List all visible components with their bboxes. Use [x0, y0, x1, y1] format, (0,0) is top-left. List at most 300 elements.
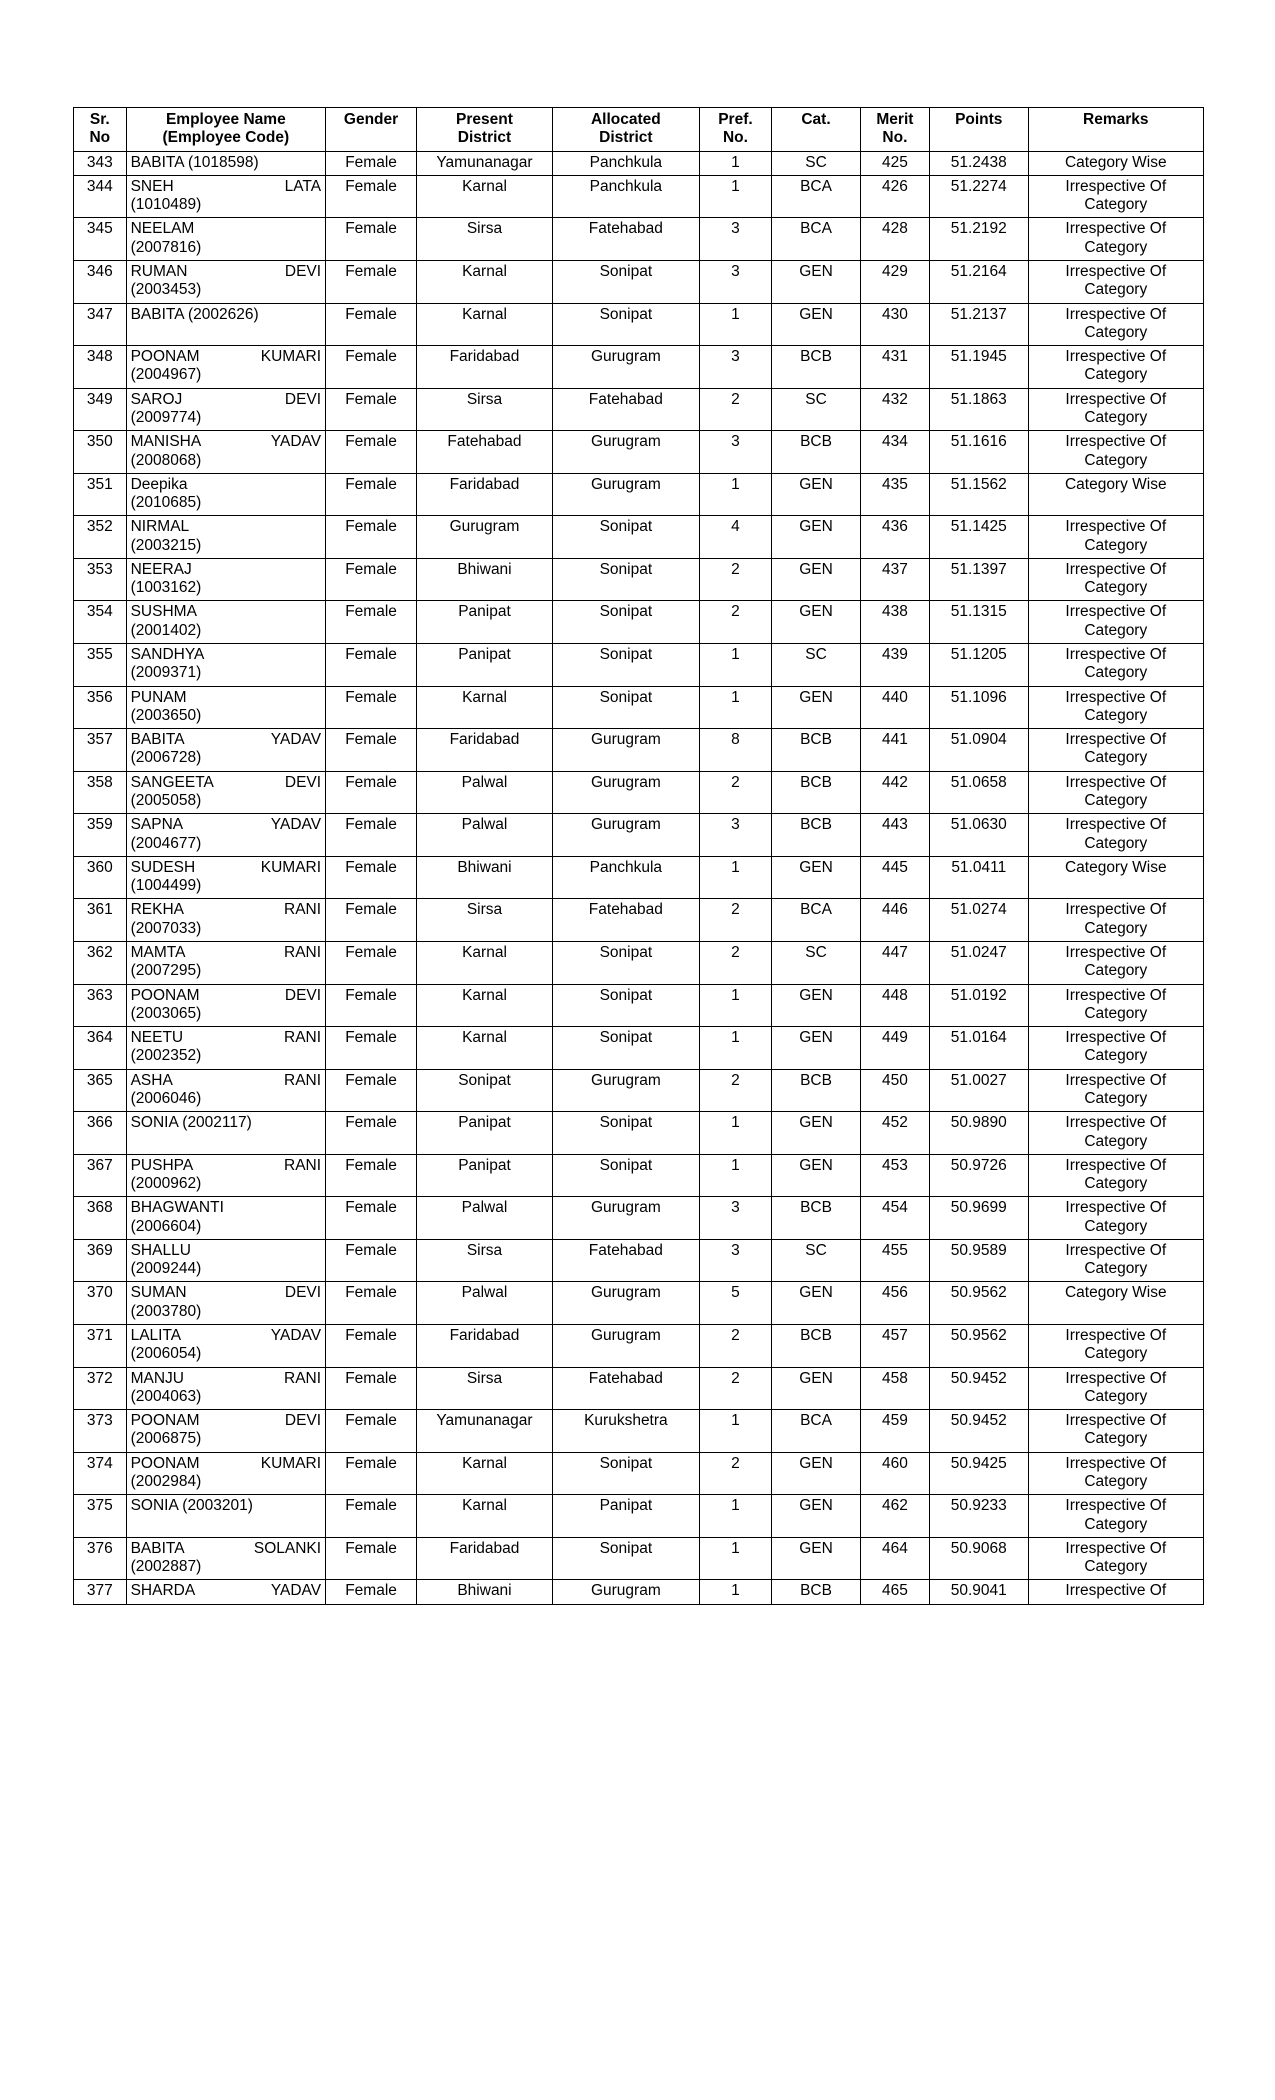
cell-present-district: Palwal: [417, 771, 553, 814]
cell-merit-no: 457: [860, 1325, 929, 1368]
cell-points: 50.9452: [929, 1410, 1028, 1453]
cell-merit-no: 464: [860, 1537, 929, 1580]
cell-merit-no: 425: [860, 151, 929, 175]
cell-sr-no: 343: [74, 151, 127, 175]
cell-points: 51.2438: [929, 151, 1028, 175]
cell-pref-no: 1: [699, 175, 771, 218]
cell-present-district: Karnal: [417, 1495, 553, 1538]
cell-allocated-district: Fatehabad: [552, 1367, 699, 1410]
cell-employee-name: BHAGWANTI (2006604): [126, 1197, 325, 1240]
cell-employee-name: Deepika (2010685): [126, 473, 325, 516]
table-row: [74, 686, 1204, 729]
cell-employee-name: BABITA (1018598): [126, 151, 325, 175]
cell-employee-name: RUMAN DEVI (2003453): [126, 260, 325, 303]
cell-points: 51.0164: [929, 1027, 1028, 1070]
cell-remarks: Irrespective Of Category: [1028, 601, 1203, 644]
cell-merit-no: 460: [860, 1452, 929, 1495]
cell-employee-name: SONIA (2002117): [126, 1112, 325, 1155]
cell-merit-no: 437: [860, 558, 929, 601]
cell-points: 51.1205: [929, 644, 1028, 687]
cell-merit-no: 462: [860, 1495, 929, 1538]
cell-category: GEN: [772, 516, 861, 559]
cell-gender: Female: [326, 558, 417, 601]
cell-present-district: Faridabad: [417, 1325, 553, 1368]
cell-merit-no: 447: [860, 941, 929, 984]
cell-present-district: Sirsa: [417, 899, 553, 942]
cell-points: 50.9452: [929, 1367, 1028, 1410]
cell-merit-no: 443: [860, 814, 929, 857]
cell-allocated-district: Panchkula: [552, 151, 699, 175]
cell-present-district: Bhiwani: [417, 1580, 553, 1604]
cell-sr-no: 368: [74, 1197, 127, 1240]
cell-employee-name: BABITA SOLANKI (2002887): [126, 1537, 325, 1580]
cell-allocated-district: Gurugram: [552, 473, 699, 516]
cell-present-district: Bhiwani: [417, 558, 553, 601]
cell-employee-name: SUMAN DEVI (2003780): [126, 1282, 325, 1325]
cell-gender: Female: [326, 1452, 417, 1495]
table-row: [74, 1452, 1204, 1495]
cell-employee-name: NIRMAL (2003215): [126, 516, 325, 559]
cell-present-district: Karnal: [417, 1027, 553, 1070]
table-row: [74, 1069, 1204, 1112]
table-row: [74, 218, 1204, 261]
cell-category: GEN: [772, 984, 861, 1027]
cell-category: GEN: [772, 686, 861, 729]
cell-gender: Female: [326, 984, 417, 1027]
cell-category: GEN: [772, 1027, 861, 1070]
cell-category: SC: [772, 941, 861, 984]
cell-gender: Female: [326, 1495, 417, 1538]
cell-allocated-district: Panipat: [552, 1495, 699, 1538]
cell-present-district: Karnal: [417, 984, 553, 1027]
cell-present-district: Faridabad: [417, 346, 553, 389]
cell-merit-no: 453: [860, 1154, 929, 1197]
cell-merit-no: 434: [860, 431, 929, 474]
cell-employee-name: SUSHMA (2001402): [126, 601, 325, 644]
cell-sr-no: 344: [74, 175, 127, 218]
cell-present-district: Faridabad: [417, 473, 553, 516]
cell-pref-no: 8: [699, 729, 771, 772]
cell-present-district: Sonipat: [417, 1069, 553, 1112]
cell-allocated-district: Gurugram: [552, 1282, 699, 1325]
cell-employee-name: MAMTA RANI (2007295): [126, 941, 325, 984]
cell-remarks: Category Wise: [1028, 151, 1203, 175]
cell-remarks: Irrespective Of Category: [1028, 346, 1203, 389]
cell-gender: Female: [326, 516, 417, 559]
cell-pref-no: 2: [699, 388, 771, 431]
cell-employee-name: PUNAM (2003650): [126, 686, 325, 729]
cell-merit-no: 454: [860, 1197, 929, 1240]
cell-pref-no: 2: [699, 1452, 771, 1495]
cell-pref-no: 2: [699, 1325, 771, 1368]
cell-gender: Female: [326, 686, 417, 729]
cell-merit-no: 458: [860, 1367, 929, 1410]
cell-present-district: Panipat: [417, 644, 553, 687]
table-row: [74, 1239, 1204, 1282]
cell-pref-no: 1: [699, 1112, 771, 1155]
table-row: [74, 1112, 1204, 1155]
cell-employee-name: SHARDA YADAV: [126, 1580, 325, 1604]
cell-present-district: Bhiwani: [417, 856, 553, 899]
cell-remarks: Irrespective Of Category: [1028, 941, 1203, 984]
cell-allocated-district: Gurugram: [552, 1069, 699, 1112]
cell-allocated-district: Gurugram: [552, 1197, 699, 1240]
cell-category: BCA: [772, 1410, 861, 1453]
cell-gender: Female: [326, 1537, 417, 1580]
cell-present-district: Gurugram: [417, 516, 553, 559]
cell-remarks: Irrespective Of Category: [1028, 1154, 1203, 1197]
cell-sr-no: 348: [74, 346, 127, 389]
cell-points: 50.9890: [929, 1112, 1028, 1155]
cell-category: BCB: [772, 431, 861, 474]
table-row: [74, 1410, 1204, 1453]
cell-remarks: Irrespective Of Category: [1028, 1112, 1203, 1155]
cell-merit-no: 450: [860, 1069, 929, 1112]
cell-merit-no: 435: [860, 473, 929, 516]
cell-allocated-district: Gurugram: [552, 771, 699, 814]
cell-pref-no: 2: [699, 1367, 771, 1410]
cell-sr-no: 370: [74, 1282, 127, 1325]
cell-category: GEN: [772, 473, 861, 516]
cell-allocated-district: Sonipat: [552, 1112, 699, 1155]
cell-present-district: Sirsa: [417, 388, 553, 431]
cell-pref-no: 1: [699, 686, 771, 729]
cell-present-district: Fatehabad: [417, 431, 553, 474]
employee-allocation-table: [73, 107, 1204, 1605]
table-row: [74, 1367, 1204, 1410]
cell-employee-name: LALITA YADAV (2006054): [126, 1325, 325, 1368]
table-row: [74, 1580, 1204, 1604]
cell-remarks: Irrespective Of Category: [1028, 218, 1203, 261]
cell-pref-no: 3: [699, 431, 771, 474]
table-row: [74, 1537, 1204, 1580]
cell-pref-no: 1: [699, 1027, 771, 1070]
cell-points: 50.9699: [929, 1197, 1028, 1240]
table-row: [74, 1282, 1204, 1325]
cell-merit-no: 456: [860, 1282, 929, 1325]
table-row: [74, 516, 1204, 559]
cell-merit-no: 438: [860, 601, 929, 644]
cell-category: GEN: [772, 260, 861, 303]
table-row: [74, 771, 1204, 814]
cell-employee-name: POONAM DEVI (2006875): [126, 1410, 325, 1453]
cell-gender: Female: [326, 1069, 417, 1112]
cell-remarks: Irrespective Of Category: [1028, 1197, 1203, 1240]
column-header-present-district: Present District: [417, 108, 553, 152]
table-row: [74, 984, 1204, 1027]
column-header-remarks: Remarks: [1028, 108, 1203, 152]
cell-sr-no: 377: [74, 1580, 127, 1604]
cell-pref-no: 4: [699, 516, 771, 559]
cell-merit-no: 465: [860, 1580, 929, 1604]
cell-sr-no: 347: [74, 303, 127, 346]
cell-sr-no: 351: [74, 473, 127, 516]
cell-points: 51.0247: [929, 941, 1028, 984]
cell-remarks: Irrespective Of Category: [1028, 771, 1203, 814]
table-row: [74, 346, 1204, 389]
cell-points: 51.1315: [929, 601, 1028, 644]
cell-employee-name: PUSHPA RANI (2000962): [126, 1154, 325, 1197]
cell-merit-no: 430: [860, 303, 929, 346]
cell-sr-no: 367: [74, 1154, 127, 1197]
cell-category: BCB: [772, 1197, 861, 1240]
cell-points: 51.0192: [929, 984, 1028, 1027]
cell-points: 51.2137: [929, 303, 1028, 346]
cell-sr-no: 353: [74, 558, 127, 601]
cell-sr-no: 346: [74, 260, 127, 303]
cell-employee-name: SUDESH KUMARI (1004499): [126, 856, 325, 899]
cell-sr-no: 354: [74, 601, 127, 644]
cell-employee-name: SNEH LATA (1010489): [126, 175, 325, 218]
cell-category: BCB: [772, 729, 861, 772]
cell-employee-name: MANISHA YADAV (2008068): [126, 431, 325, 474]
cell-employee-name: NEERAJ (1003162): [126, 558, 325, 601]
cell-pref-no: 3: [699, 346, 771, 389]
cell-category: SC: [772, 151, 861, 175]
cell-gender: Female: [326, 1282, 417, 1325]
cell-gender: Female: [326, 941, 417, 984]
cell-pref-no: 1: [699, 1410, 771, 1453]
cell-employee-name: BABITA (2002626): [126, 303, 325, 346]
cell-sr-no: 369: [74, 1239, 127, 1282]
cell-points: 51.1096: [929, 686, 1028, 729]
cell-gender: Female: [326, 856, 417, 899]
cell-allocated-district: Gurugram: [552, 431, 699, 474]
cell-category: GEN: [772, 558, 861, 601]
cell-remarks: Category Wise: [1028, 1282, 1203, 1325]
table-row: [74, 388, 1204, 431]
cell-points: 51.0630: [929, 814, 1028, 857]
cell-remarks: Irrespective Of Category: [1028, 729, 1203, 772]
cell-present-district: Palwal: [417, 1282, 553, 1325]
cell-remarks: Irrespective Of Category: [1028, 899, 1203, 942]
cell-points: 50.9233: [929, 1495, 1028, 1538]
cell-sr-no: 362: [74, 941, 127, 984]
cell-present-district: Sirsa: [417, 1367, 553, 1410]
cell-gender: Female: [326, 1239, 417, 1282]
cell-pref-no: 1: [699, 1154, 771, 1197]
cell-present-district: Karnal: [417, 941, 553, 984]
cell-category: GEN: [772, 856, 861, 899]
cell-sr-no: 366: [74, 1112, 127, 1155]
cell-remarks: Irrespective Of Category: [1028, 1410, 1203, 1453]
cell-remarks: Irrespective Of Category: [1028, 303, 1203, 346]
cell-merit-no: 459: [860, 1410, 929, 1453]
table-row: [74, 899, 1204, 942]
cell-employee-name: SANGEETA DEVI (2005058): [126, 771, 325, 814]
table-body: [74, 151, 1204, 1604]
cell-pref-no: 5: [699, 1282, 771, 1325]
cell-gender: Female: [326, 175, 417, 218]
cell-remarks: Irrespective Of Category: [1028, 644, 1203, 687]
cell-present-district: Palwal: [417, 1197, 553, 1240]
cell-allocated-district: Sonipat: [552, 303, 699, 346]
cell-remarks: Irrespective Of Category: [1028, 814, 1203, 857]
table-row: [74, 814, 1204, 857]
table-row: [74, 473, 1204, 516]
cell-employee-name: POONAM KUMARI (2002984): [126, 1452, 325, 1495]
cell-gender: Female: [326, 1410, 417, 1453]
cell-present-district: Faridabad: [417, 729, 553, 772]
cell-pref-no: 1: [699, 1537, 771, 1580]
cell-sr-no: 371: [74, 1325, 127, 1368]
cell-sr-no: 375: [74, 1495, 127, 1538]
cell-remarks: Irrespective Of Category: [1028, 1027, 1203, 1070]
column-header-sr-no: Sr. No: [74, 108, 127, 152]
cell-sr-no: 350: [74, 431, 127, 474]
cell-sr-no: 355: [74, 644, 127, 687]
cell-merit-no: 442: [860, 771, 929, 814]
cell-allocated-district: Fatehabad: [552, 899, 699, 942]
cell-merit-no: 446: [860, 899, 929, 942]
cell-category: GEN: [772, 1537, 861, 1580]
cell-points: 51.1616: [929, 431, 1028, 474]
cell-remarks: Irrespective Of: [1028, 1580, 1203, 1604]
cell-gender: Female: [326, 729, 417, 772]
cell-remarks: Category Wise: [1028, 473, 1203, 516]
cell-category: GEN: [772, 1452, 861, 1495]
column-header-points: Points: [929, 108, 1028, 152]
cell-sr-no: 372: [74, 1367, 127, 1410]
cell-points: 51.0904: [929, 729, 1028, 772]
table-row: [74, 303, 1204, 346]
cell-pref-no: 1: [699, 1580, 771, 1604]
cell-sr-no: 359: [74, 814, 127, 857]
cell-allocated-district: Sonipat: [552, 558, 699, 601]
table-row: [74, 558, 1204, 601]
cell-pref-no: 1: [699, 151, 771, 175]
cell-employee-name: BABITA YADAV (2006728): [126, 729, 325, 772]
cell-allocated-district: Sonipat: [552, 516, 699, 559]
cell-merit-no: 452: [860, 1112, 929, 1155]
cell-pref-no: 2: [699, 899, 771, 942]
cell-merit-no: 449: [860, 1027, 929, 1070]
cell-present-district: Karnal: [417, 175, 553, 218]
cell-merit-no: 432: [860, 388, 929, 431]
column-header-gender: Gender: [326, 108, 417, 152]
cell-pref-no: 2: [699, 941, 771, 984]
cell-employee-name: SAPNA YADAV (2004677): [126, 814, 325, 857]
cell-merit-no: 448: [860, 984, 929, 1027]
cell-points: 50.9562: [929, 1282, 1028, 1325]
cell-gender: Female: [326, 260, 417, 303]
table-row: [74, 1325, 1204, 1368]
cell-employee-name: SHALLU (2009244): [126, 1239, 325, 1282]
cell-present-district: Karnal: [417, 1452, 553, 1495]
cell-gender: Female: [326, 1154, 417, 1197]
cell-remarks: Irrespective Of Category: [1028, 1537, 1203, 1580]
table-row: [74, 1495, 1204, 1538]
cell-employee-name: MANJU RANI (2004063): [126, 1367, 325, 1410]
cell-present-district: Karnal: [417, 260, 553, 303]
cell-present-district: Panipat: [417, 601, 553, 644]
cell-sr-no: 352: [74, 516, 127, 559]
cell-points: 50.9425: [929, 1452, 1028, 1495]
cell-allocated-district: Sonipat: [552, 260, 699, 303]
cell-sr-no: 364: [74, 1027, 127, 1070]
cell-category: BCA: [772, 218, 861, 261]
cell-category: GEN: [772, 1112, 861, 1155]
cell-employee-name: POONAM DEVI (2003065): [126, 984, 325, 1027]
cell-pref-no: 2: [699, 601, 771, 644]
cell-allocated-district: Gurugram: [552, 346, 699, 389]
cell-category: BCB: [772, 1580, 861, 1604]
cell-points: 51.0658: [929, 771, 1028, 814]
cell-remarks: Irrespective Of Category: [1028, 1452, 1203, 1495]
cell-category: BCA: [772, 899, 861, 942]
cell-merit-no: 428: [860, 218, 929, 261]
cell-employee-name: SANDHYA (2009371): [126, 644, 325, 687]
cell-employee-name: SAROJ DEVI (2009774): [126, 388, 325, 431]
cell-points: 50.9562: [929, 1325, 1028, 1368]
cell-sr-no: 376: [74, 1537, 127, 1580]
cell-points: 51.2164: [929, 260, 1028, 303]
cell-allocated-district: Sonipat: [552, 686, 699, 729]
cell-sr-no: 349: [74, 388, 127, 431]
cell-present-district: Karnal: [417, 686, 553, 729]
cell-gender: Female: [326, 346, 417, 389]
cell-sr-no: 345: [74, 218, 127, 261]
cell-gender: Female: [326, 303, 417, 346]
cell-merit-no: 429: [860, 260, 929, 303]
table-header: [74, 108, 1204, 152]
cell-points: 51.2274: [929, 175, 1028, 218]
cell-pref-no: 3: [699, 1197, 771, 1240]
cell-category: SC: [772, 644, 861, 687]
cell-category: BCB: [772, 1069, 861, 1112]
cell-gender: Female: [326, 814, 417, 857]
cell-employee-name: SONIA (2003201): [126, 1495, 325, 1538]
cell-merit-no: 455: [860, 1239, 929, 1282]
cell-remarks: Irrespective Of Category: [1028, 175, 1203, 218]
cell-employee-name: POONAM KUMARI (2004967): [126, 346, 325, 389]
cell-remarks: Irrespective Of Category: [1028, 260, 1203, 303]
cell-employee-name: NEETU RANI (2002352): [126, 1027, 325, 1070]
cell-pref-no: 1: [699, 856, 771, 899]
table-row: [74, 644, 1204, 687]
cell-present-district: Sirsa: [417, 218, 553, 261]
cell-pref-no: 1: [699, 984, 771, 1027]
cell-allocated-district: Kurukshetra: [552, 1410, 699, 1453]
cell-pref-no: 3: [699, 218, 771, 261]
cell-allocated-district: Gurugram: [552, 729, 699, 772]
cell-category: GEN: [772, 1367, 861, 1410]
cell-remarks: Irrespective Of Category: [1028, 431, 1203, 474]
cell-remarks: Irrespective Of Category: [1028, 1069, 1203, 1112]
cell-allocated-district: Fatehabad: [552, 388, 699, 431]
cell-present-district: Karnal: [417, 303, 553, 346]
cell-gender: Female: [326, 644, 417, 687]
cell-allocated-district: Sonipat: [552, 1537, 699, 1580]
cell-points: 50.9589: [929, 1239, 1028, 1282]
cell-remarks: Category Wise: [1028, 856, 1203, 899]
cell-merit-no: 426: [860, 175, 929, 218]
cell-allocated-district: Gurugram: [552, 1325, 699, 1368]
cell-category: SC: [772, 1239, 861, 1282]
table-row: [74, 1027, 1204, 1070]
cell-points: 51.0411: [929, 856, 1028, 899]
cell-sr-no: 361: [74, 899, 127, 942]
cell-category: BCB: [772, 1325, 861, 1368]
cell-gender: Female: [326, 1112, 417, 1155]
cell-sr-no: 373: [74, 1410, 127, 1453]
table-row: [74, 260, 1204, 303]
table-row: [74, 431, 1204, 474]
cell-sr-no: 365: [74, 1069, 127, 1112]
cell-category: BCB: [772, 346, 861, 389]
cell-category: GEN: [772, 1495, 861, 1538]
cell-category: BCB: [772, 771, 861, 814]
